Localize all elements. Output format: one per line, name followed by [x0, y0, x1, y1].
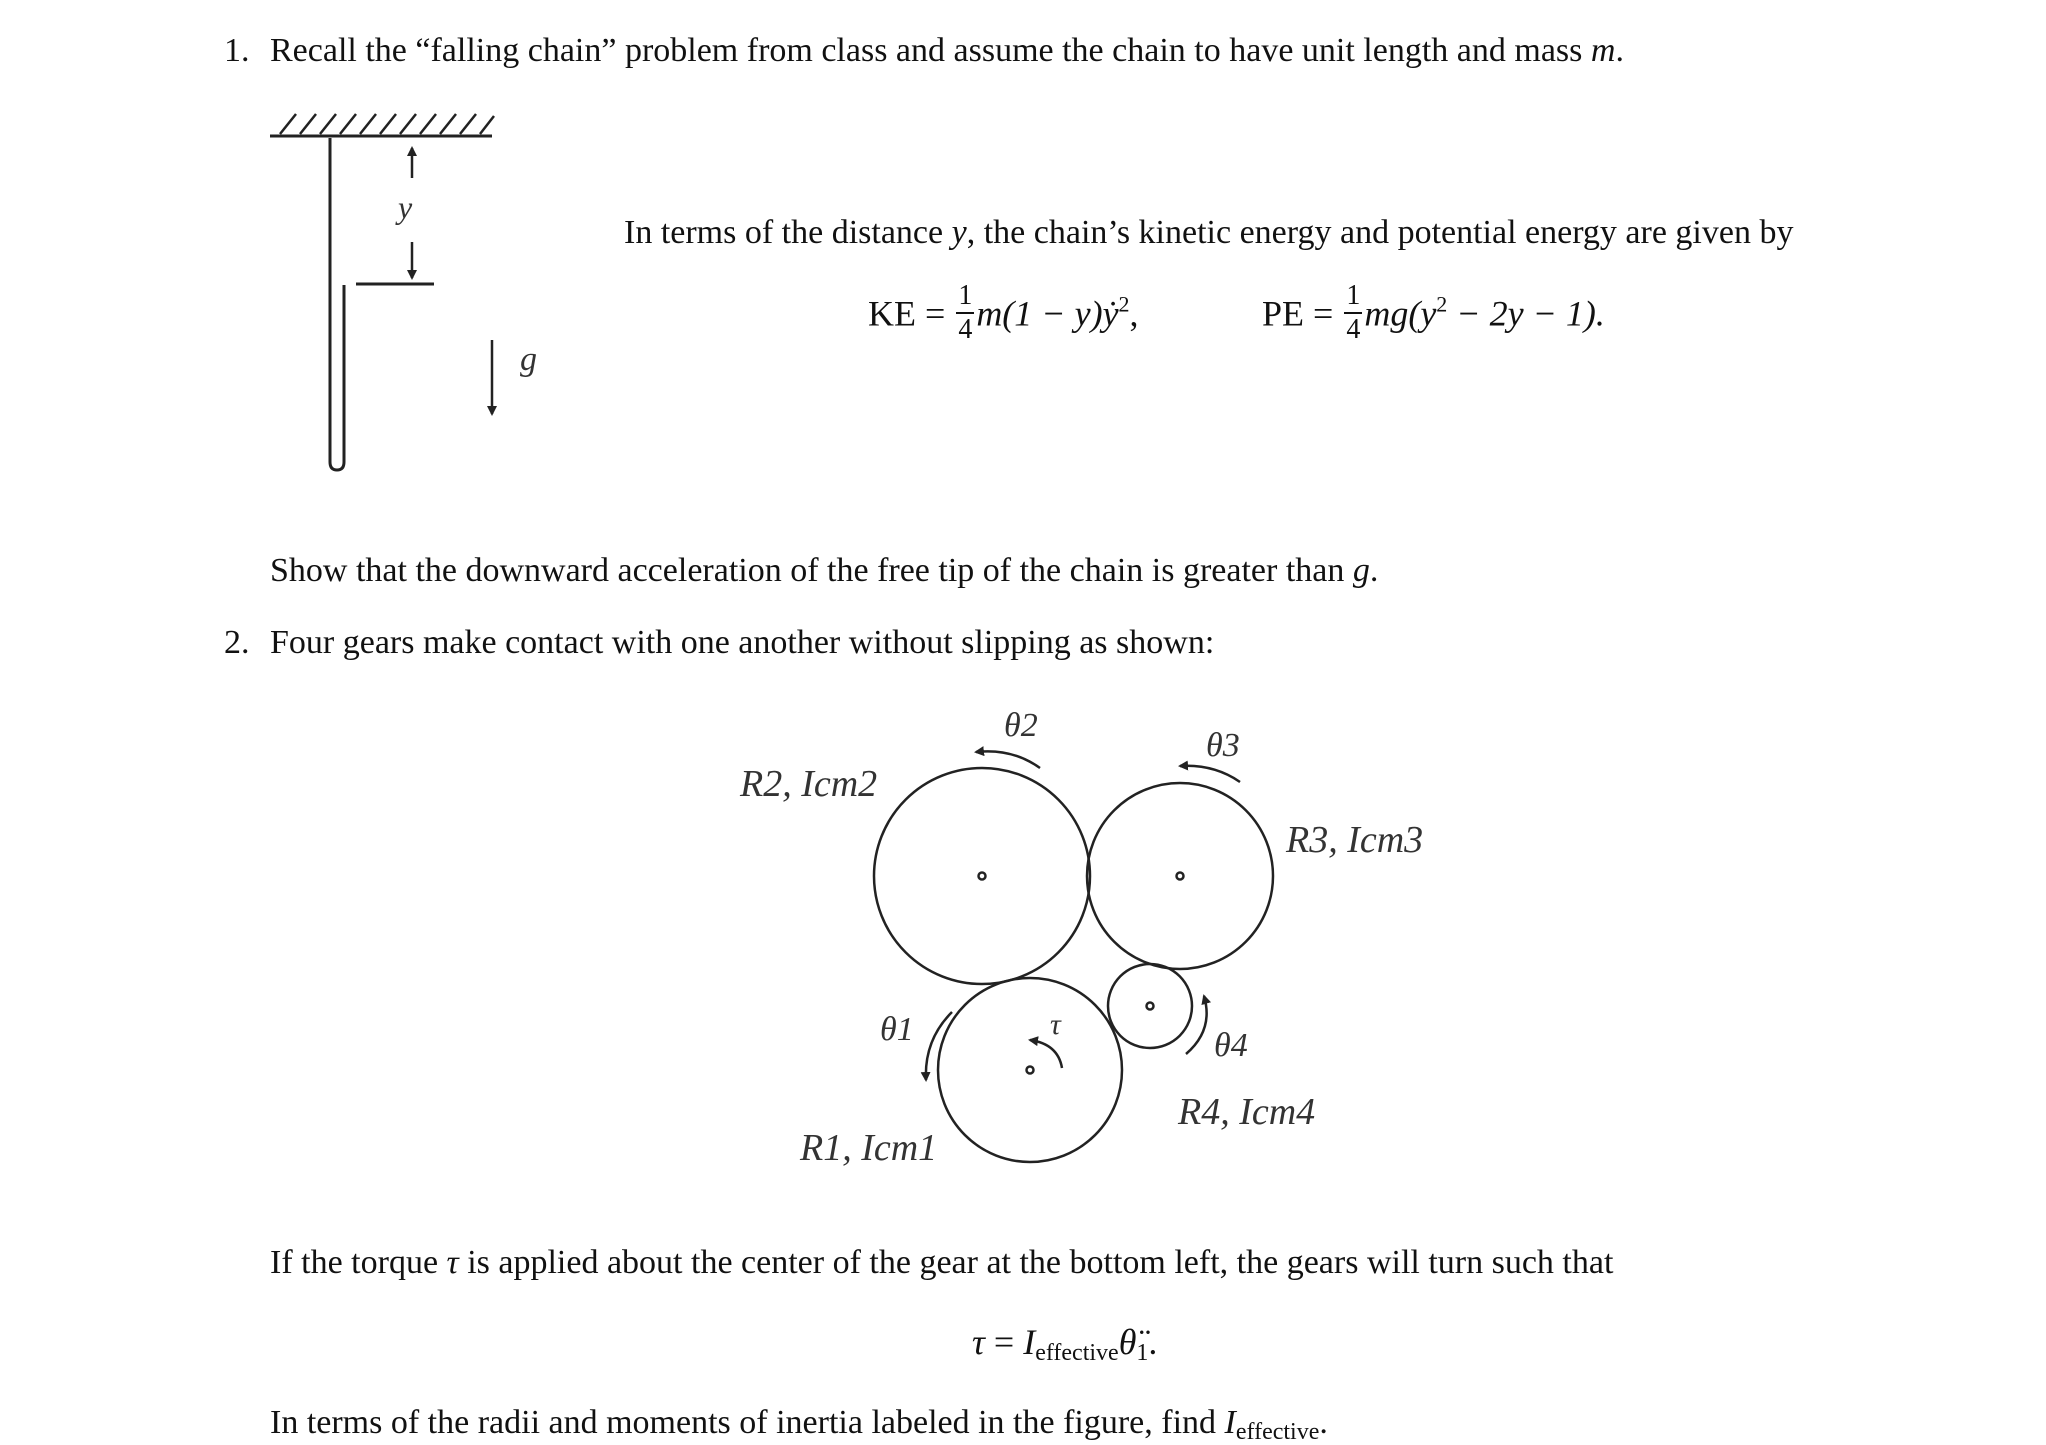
tau-arrow	[1030, 1040, 1062, 1068]
eq-theta: θ̈	[1118, 1322, 1137, 1362]
eq-equals: =	[984, 1322, 1024, 1362]
energy-intro-var: y	[951, 214, 967, 251]
torque-var: τ	[446, 1244, 459, 1281]
show-end: .	[1369, 552, 1379, 589]
ke-frac-num: 1	[956, 282, 974, 314]
gear-4	[1108, 964, 1192, 1048]
problem-1-number: 1.	[224, 32, 250, 69]
pe-frac-den: 4	[1346, 314, 1361, 345]
find-i: I	[1224, 1404, 1236, 1441]
gear-2-center	[979, 873, 986, 880]
ke-label: KE	[868, 293, 916, 334]
gear-4-center	[1147, 1003, 1154, 1010]
eq-i-sub: effective	[1035, 1340, 1119, 1366]
gear-2	[874, 768, 1090, 984]
hanging-chain	[330, 138, 344, 470]
torque-end: is applied about the center of the gear at the bottom left, the gears will turn such that	[458, 1244, 1614, 1281]
gear4-label: R4, Icm4	[1178, 1091, 1316, 1133]
find-text: In terms of the radii and moments of inertia labeled in the figure, find	[270, 1404, 1225, 1441]
problem-1-intro-var: m	[1590, 32, 1616, 69]
eq-theta-sub: 1	[1136, 1340, 1149, 1366]
eq-tau: τ	[972, 1322, 985, 1362]
tau-label: τ	[1050, 1008, 1061, 1041]
pe-label: PE	[1262, 293, 1305, 334]
pe-frac-num: 1	[1344, 282, 1362, 314]
problem-1-intro-end: .	[1615, 32, 1624, 69]
falling-chain-figure	[270, 114, 494, 470]
gear1-label: R1, Icm1	[800, 1127, 938, 1169]
theta2-arrow	[976, 751, 1040, 768]
ke-end: ,	[1129, 293, 1139, 334]
problem-2-intro: Four gears make contact with one another without slipping as shown:	[270, 624, 1215, 661]
eq-end: .	[1148, 1322, 1158, 1362]
energy-intro-end: , the chain’s kinetic energy and potential energy are given by	[966, 214, 1794, 251]
problem-2-number: 2.	[224, 624, 250, 661]
gear-1-center	[1027, 1067, 1034, 1074]
gear-3	[1087, 783, 1273, 969]
find-end: .	[1319, 1404, 1328, 1441]
energy-intro-text: In terms of the distance	[624, 214, 952, 251]
theta1-label: θ1	[880, 1011, 914, 1048]
ke-equation: KE = $\frac{1}{4}$ m(1 − y)ẏ$^2$,	[868, 280, 1139, 345]
pe-expression-2: − 2y − 1).	[1447, 293, 1605, 334]
g-label: g	[520, 341, 537, 378]
torque-text: If the torque	[270, 1244, 447, 1281]
pe-power: 2	[1436, 291, 1448, 317]
pe-expression-1: mg(y	[1364, 293, 1437, 334]
ke-frac-den: 4	[958, 314, 973, 345]
find-i-sub: effective	[1235, 1419, 1320, 1445]
show-text: Show that the downward acceleration of the free tip of the chain is greater than	[270, 552, 1353, 589]
gear-3-center	[1177, 873, 1184, 880]
eq-i: I	[1023, 1322, 1036, 1362]
pe-equation: PE = $\frac{1}{4}$ $mg(y^2 - 2y - 1)$.	[1262, 280, 1605, 345]
gear2-label: R2, Icm2	[740, 763, 878, 805]
theta4-label: θ4	[1214, 1027, 1248, 1064]
ke-power: 2	[1118, 291, 1130, 317]
ke-expression: m(1 − y)ẏ	[976, 293, 1119, 334]
show-var: g	[1352, 552, 1370, 589]
theta2-label: θ2	[1004, 707, 1038, 744]
theta4-arrow	[1186, 996, 1207, 1054]
gear-1	[938, 978, 1122, 1162]
theta3-label: θ3	[1206, 727, 1240, 764]
theta3-arrow	[1180, 766, 1240, 782]
ceiling-hatching	[280, 114, 494, 134]
problem-1-intro-text: Recall the “falling chain” problem from class and assume the chain to have unit length and mass	[270, 32, 1591, 69]
y-label: y	[398, 189, 413, 225]
gear3-label: R3, Icm3	[1286, 819, 1424, 861]
